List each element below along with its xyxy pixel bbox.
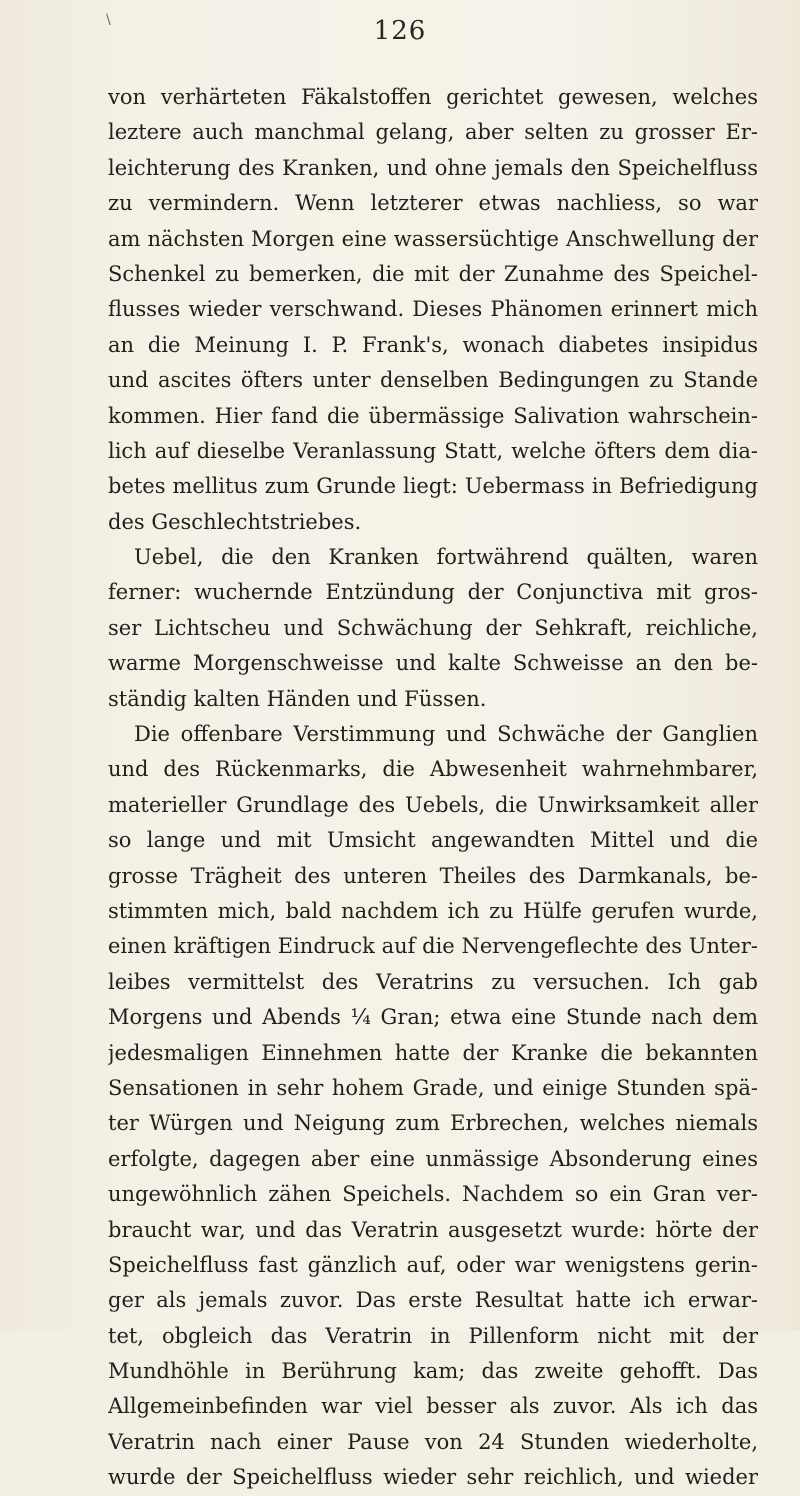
text-line: Uebel, die den Kranken fortwährend quälten, waren [134,545,758,570]
text-line: Veratrin nach einer Pause von 24 Stunden wiederholte, [108,1429,758,1454]
text-line: Schenkel zu bemerken, die mit der Zunahme des Speichel- [108,261,758,286]
text-line: braucht war, und das Veratrin ausgesetzt wurde: hörte der [108,1217,758,1242]
text-line: materieller Grundlage des Uebels, die Unwirksamkeit aller [108,792,758,817]
text-line: erfolgte, dagegen aber eine unmässige Absonderung eines [108,1146,758,1171]
text-line: Morgens und Abends ¼ Gran; etwa eine Stunde nach dem [108,1005,758,1030]
text-line: betes mellitus zum Grunde liegt: Uebermass in Befriedigung [108,474,758,499]
text-line: stimmten mich, bald nachdem ich zu Hülfe gerufen wurde, [108,898,758,923]
text-line: lich auf dieselbe Veranlassung Statt, welche öfters dem dia- [108,438,758,463]
text-line: Die offenbare Verstimmung und Schwäche der Ganglien [134,722,758,747]
text-line: tet, obgleich das Veratrin in Pillenform nicht mit der [108,1323,758,1348]
text-line: leichterung des Kranken, und ohne jemals den Speichelfluss [108,155,758,180]
text-line: am nächsten Morgen eine wassersüchtige Anschwellung der [108,226,758,251]
text-line: an die Meinung I. P. Frank's, wonach diabetes insipidus [108,332,758,357]
text-line: des Geschlechtstriebes. [108,509,362,534]
text-line: und ascites öfters unter denselben Bedingungen zu Stande [108,368,758,393]
text-line: Allgemeinbefinden war viel besser als zuvor. Als ich das [108,1394,758,1419]
text-line: jedesmaligen Einnehmen hatte der Kranke die bekannten [108,1040,758,1065]
text-line: warme Morgenschweisse und kalte Schweisse an den be- [108,651,758,676]
page-number: 126 [373,16,427,46]
text-line: Sensationen in sehr hohem Grade, und einige Stunden spä- [108,1075,758,1100]
text-line: zu vermindern. Wenn letzterer etwas nachliess, so war [108,191,758,216]
text-line: Speichelfluss fast gänzlich auf, oder war wenigstens gerin- [108,1252,758,1277]
text-line: leibes vermittelst des Veratrins zu versuchen. Ich gab [108,969,758,994]
text-line: grosse Trägheit des unteren Theiles des Darmkanals, be- [108,863,758,888]
corner-mark: \ [106,12,111,28]
text-line: leztere auch manchmal gelang, aber selten zu grosser Er- [108,120,758,145]
text-line: ter Würgen und Neigung zum Erbrechen, welches niemals [108,1111,758,1136]
text-line: und des Rückenmarks, die Abwesenheit wahrnehmbarer, [108,757,758,782]
text-line: so lange und mit Umsicht angewandten Mittel und die [108,828,758,853]
text-line: Mundhöhle in Berührung kam; das zweite gehofft. Das [108,1359,758,1384]
text-line: kommen. Hier fand die übermässige Salivation wahrschein- [108,403,758,428]
text-line: von verhärteten Fäkalstoffen gerichtet gewesen, welches [108,85,758,109]
text-line: ger als jemals zuvor. Das erste Resultat hatte ich erwar- [108,1288,758,1313]
text-line: einen kräftigen Eindruck auf die Nervengeflechte des Unter- [108,934,758,959]
text-line: ser Lichtscheu und Schwächung der Sehkraft, reichliche, [108,615,758,640]
text-line: flusses wieder verschwand. Dieses Phänomen erinnert mich [108,297,758,322]
text-line: ferner: wuchernde Entzündung der Conjunctiva mit gros- [108,580,758,605]
text-line: ständig kalten Händen und Füssen. [108,686,487,711]
body-text [108,80,758,1496]
text-line: ungewöhnlich zähen Speichels. Nachdem so ein Gran ver- [108,1182,758,1207]
text-line: wurde der Speichelfluss wieder sehr reichlich, und wieder [108,1465,758,1490]
